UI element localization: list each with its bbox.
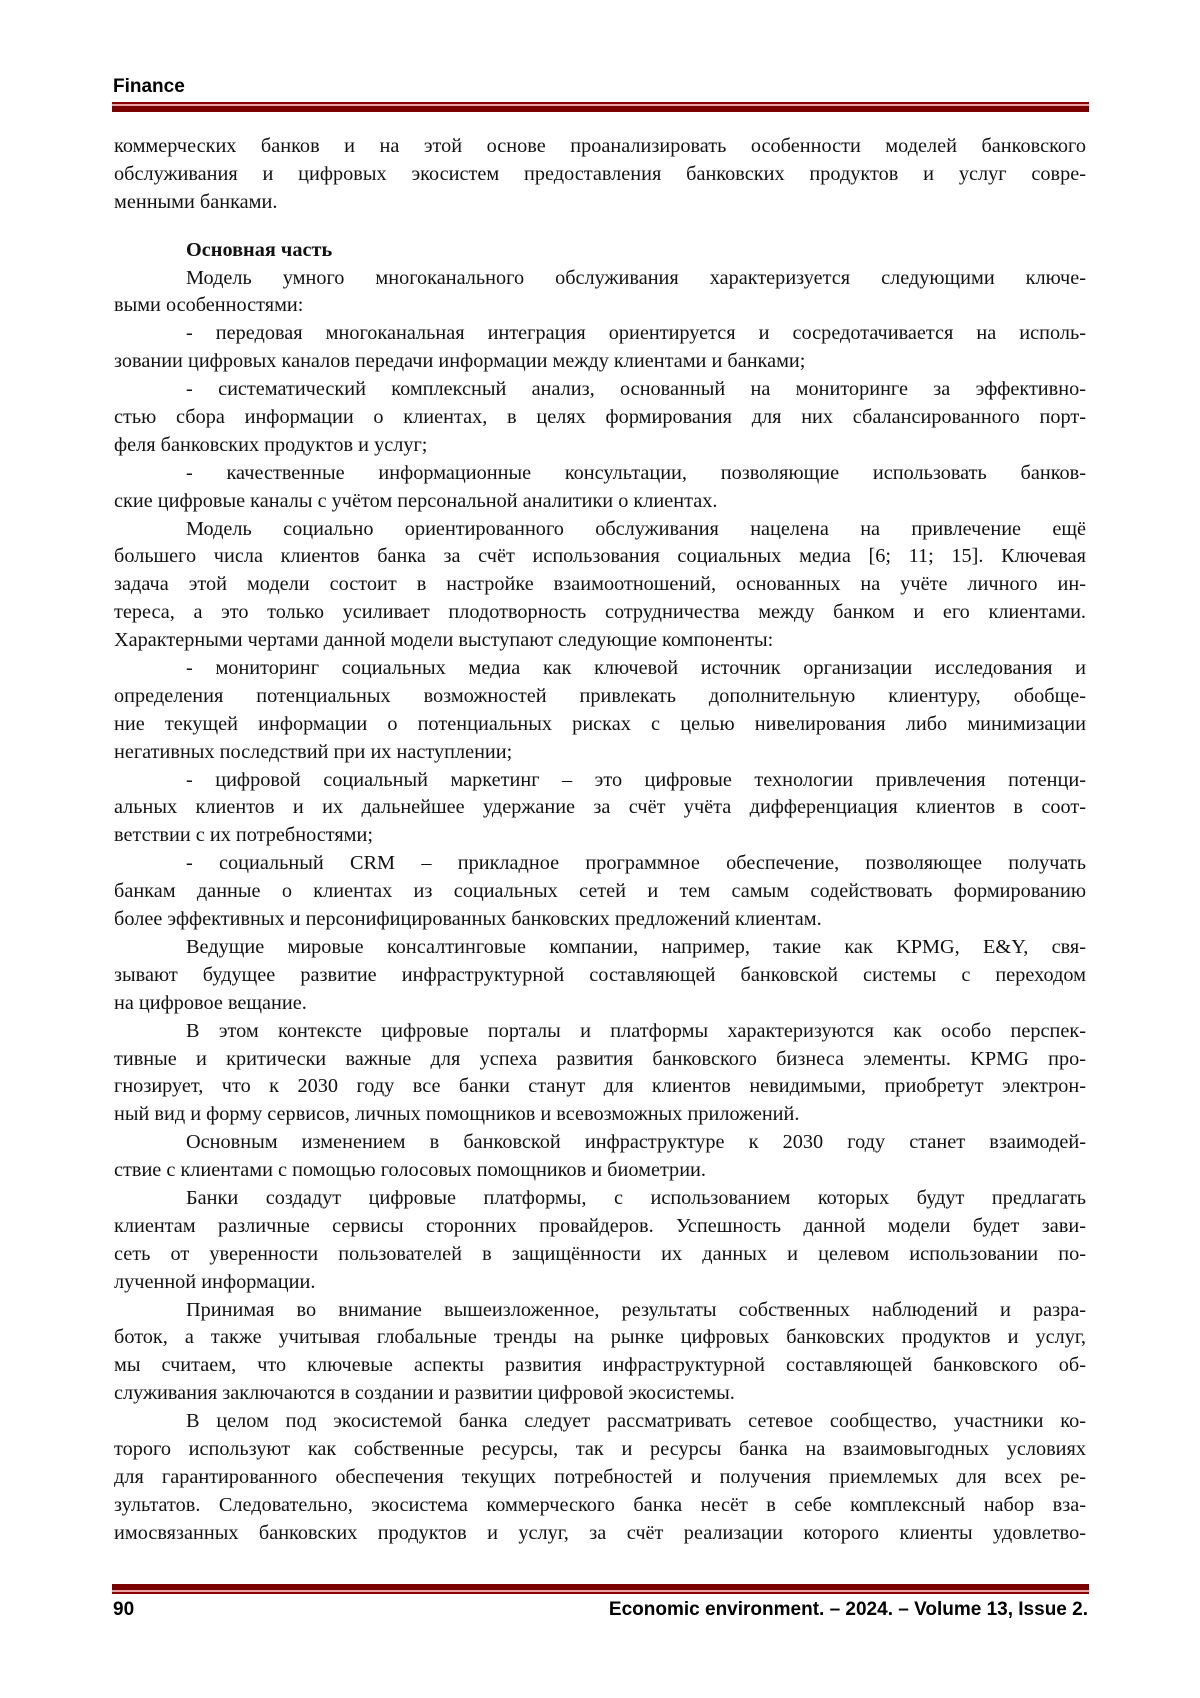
- text-line: ный вид и форму сервисов, личных помощников и всевозможных приложений.: [114, 1101, 1086, 1129]
- text-line: лученной информации.: [114, 1269, 1086, 1297]
- paragraph: [114, 1018, 1086, 1130]
- paragraph: [114, 133, 1086, 217]
- text-line: боток, а также учитывая глобальные тренды на рынке цифровых банковских продуктов и услуг,: [114, 1324, 1086, 1352]
- paragraph: [114, 1129, 1086, 1185]
- text-line: служивания заключаются в создании и развитии цифровой экосистемы.: [114, 1380, 1086, 1408]
- spacer: [114, 217, 1086, 237]
- text-line: ствие с клиентами с помощью голосовых помощников и биометрии.: [114, 1157, 1086, 1185]
- journal-citation: Economic environment. – 2024. – Volume 13, Issue 2.: [609, 1599, 1088, 1621]
- text-line: Модель социально ориентированного обслуживания нацелена на привлечение ещё: [114, 516, 1086, 544]
- text-line: В целом под экосистемой банка следует рассматривать сетевое сообщество, участники ко-: [114, 1408, 1086, 1436]
- paragraph: [114, 265, 1086, 321]
- running-header-section: Finance: [113, 76, 185, 98]
- text-line: менными банками.: [114, 189, 1086, 217]
- text-line: ние текущей информации о потенциальных рисках с целью нивелирования либо минимизации: [114, 711, 1086, 739]
- text-line: - систематический комплексный анализ, основанный на мониторинге за эффективно-: [114, 376, 1086, 404]
- text-line: Основная часть: [114, 237, 1086, 265]
- text-line: негативных последствий при их наступлении;: [114, 739, 1086, 767]
- paragraph: [114, 376, 1086, 460]
- text-line: В этом контексте цифровые порталы и платформы характеризуются как особо перспек-: [114, 1018, 1086, 1046]
- text-line: зультатов. Следовательно, экосистема коммерческого банка несёт в себе комплексный набор вза-: [114, 1492, 1086, 1520]
- header-rule: [112, 102, 1089, 112]
- text-line: более эффективных и персонифицированных банковских предложений клиентам.: [114, 906, 1086, 934]
- text-line: - социальный CRM – прикладное программное обеспечение, позволяющее получать: [114, 850, 1086, 878]
- text-line: банкам данные о клиентах из социальных сетей и тем самым содействовать формированию: [114, 878, 1086, 906]
- text-line: ветствии с их потребностями;: [114, 822, 1086, 850]
- paragraph: [114, 934, 1086, 1018]
- paragraph: [114, 1185, 1086, 1297]
- text-line: большего числа клиентов банка за счёт использования социальных медиа [6; 11; 15]. Ключевая: [114, 543, 1086, 571]
- footer-rule: [112, 1584, 1089, 1594]
- text-line: сеть от уверенности пользователей в защищённости их данных и целевом использовании по-: [114, 1241, 1086, 1269]
- text-line: - качественные информационные консультации, позволяющие использовать банков-: [114, 460, 1086, 488]
- text-line: Банки создадут цифровые платформы, с использованием которых будут предлагать: [114, 1185, 1086, 1213]
- text-line: торого используют как собственные ресурсы, так и ресурсы банка на взаимовыгодных условиях: [114, 1436, 1086, 1464]
- text-line: зовании цифровых каналов передачи информации между клиентами и банками;: [114, 348, 1086, 376]
- text-line: определения потенциальных возможностей привлекать дополнительную клиентуру, обобще-: [114, 683, 1086, 711]
- text-line: клиентам различные сервисы сторонних провайдеров. Успешность данной модели будет зави-: [114, 1213, 1086, 1241]
- text-line: стью сбора информации о клиентах, в целях формирования для них сбалансированного порт-: [114, 404, 1086, 432]
- text-line: гнозирует, что к 2030 году все банки станут для клиентов невидимыми, приобретут электрон-: [114, 1073, 1086, 1101]
- text-line: тивные и критически важные для успеха развития банковского бизнеса элементы. KPMG про-: [114, 1046, 1086, 1074]
- text-line: задача этой модели состоит в настройке взаимоотношений, основанных на учёте личного ин-: [114, 571, 1086, 599]
- text-line: - мониторинг социальных медиа как ключевой источник организации исследования и: [114, 655, 1086, 683]
- paragraph: [114, 1408, 1086, 1547]
- text-line: альных клиентов и их дальнейшее удержание за счёт учёта дифференциация клиентов в соот-: [114, 794, 1086, 822]
- text-line: феля банковских продуктов и услуг;: [114, 432, 1086, 460]
- paragraph: [114, 767, 1086, 851]
- text-line: - передовая многоканальная интеграция ориентируется и сосредотачивается на исполь-: [114, 320, 1086, 348]
- text-line: тереса, а это только усиливает плодотворность сотрудничества между банком и его клиентами.: [114, 599, 1086, 627]
- text-line: коммерческих банков и на этой основе проанализировать особенности моделей банковского: [114, 133, 1086, 161]
- article-body: [114, 133, 1086, 1548]
- text-line: на цифровое вещание.: [114, 990, 1086, 1018]
- paragraph: [114, 460, 1086, 516]
- paragraph: [114, 320, 1086, 376]
- text-line: Принимая во внимание вышеизложенное, результаты собственных наблюдений и разра-: [114, 1297, 1086, 1325]
- text-line: - цифровой социальный маркетинг – это цифровые технологии привлечения потенци-: [114, 767, 1086, 795]
- text-line: Характерными чертами данной модели выступают следующие компоненты:: [114, 627, 1086, 655]
- text-line: ские цифровые каналы с учётом персональной аналитики о клиентах.: [114, 488, 1086, 516]
- text-line: обслуживания и цифровых экосистем предоставления банковских продуктов и услуг совре-: [114, 161, 1086, 189]
- text-line: выми особенностями:: [114, 292, 1086, 320]
- text-line: Основным изменением в банковской инфраструктуре к 2030 году станет взаимодей-: [114, 1129, 1086, 1157]
- section-heading: [114, 237, 1086, 265]
- text-line: имосвязанных банковских продуктов и услуг, за счёт реализации которого клиенты удовлетво-: [114, 1520, 1086, 1548]
- paragraph: [114, 516, 1086, 655]
- page-number: 90: [113, 1599, 134, 1621]
- text-line: Ведущие мировые консалтинговые компании, например, такие как KPMG, E&Y, свя-: [114, 934, 1086, 962]
- paragraph: [114, 1297, 1086, 1409]
- text-line: мы считаем, что ключевые аспекты развития инфраструктурной составляющей банковского об-: [114, 1352, 1086, 1380]
- text-line: для гарантированного обеспечения текущих потребностей и получения приемлемых для всех ре-: [114, 1464, 1086, 1492]
- text-line: Модель умного многоканального обслуживания характеризуется следующими ключе-: [114, 265, 1086, 293]
- paragraph: [114, 850, 1086, 934]
- text-line: зывают будущее развитие инфраструктурной составляющей банковской системы с переходом: [114, 962, 1086, 990]
- paragraph: [114, 655, 1086, 767]
